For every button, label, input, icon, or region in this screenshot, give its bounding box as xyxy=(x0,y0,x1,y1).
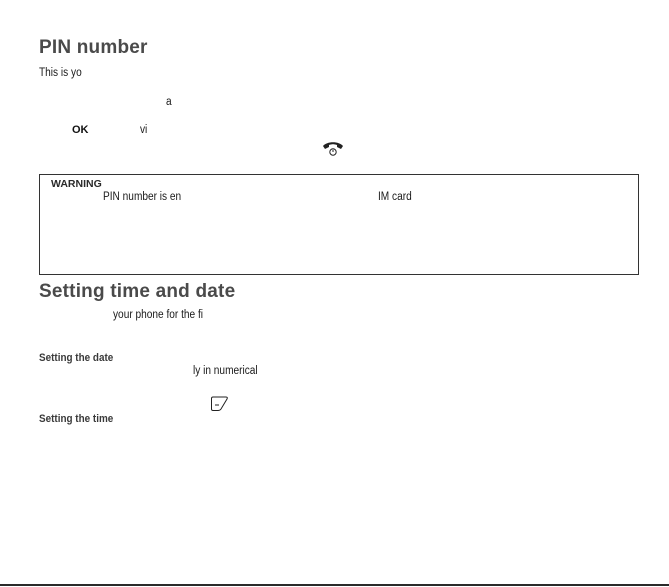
warning-text-part-1: PIN number is en xyxy=(103,191,182,203)
time-date-intro-text: your phone for the fi xyxy=(113,309,204,321)
pin-confirm-text: vi xyxy=(140,124,148,136)
softkey-icon xyxy=(210,393,230,413)
ok-key-label: OK xyxy=(72,124,89,136)
page-bottom-rule xyxy=(0,584,669,586)
section-title-time-date: Setting time and date xyxy=(39,281,236,302)
warning-text-part-2: IM card xyxy=(378,191,412,203)
pin-instruction-text: a xyxy=(166,96,172,108)
setting-time-heading: Setting the time xyxy=(39,413,114,425)
page-title-pin-number: PIN number xyxy=(39,37,148,58)
warning-box xyxy=(39,174,639,275)
pin-intro-text: This is yo xyxy=(39,67,82,79)
warning-label: WARNING xyxy=(51,178,102,190)
setting-date-text: ly in numerical xyxy=(193,365,258,377)
end-call-key-icon xyxy=(321,140,345,156)
setting-date-heading: Setting the date xyxy=(39,352,114,364)
